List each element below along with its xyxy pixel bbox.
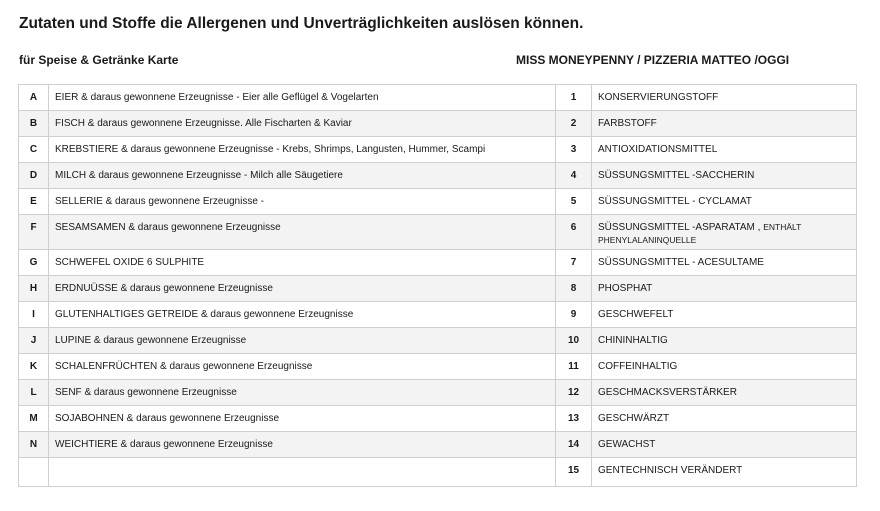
additive-description: KONSERVIERUNGSTOFF bbox=[592, 85, 857, 111]
additive-key: 8 bbox=[556, 276, 592, 302]
table-row bbox=[19, 250, 857, 276]
allergen-key: D bbox=[19, 163, 49, 189]
additive-key: 13 bbox=[556, 406, 592, 432]
additive-description: CHININHALTIG bbox=[592, 328, 857, 354]
additive-key: 7 bbox=[556, 250, 592, 276]
allergen-description: SESAMSAMEN & daraus gewonnene Erzeugnisse bbox=[49, 215, 556, 250]
allergen-description: LUPINE & daraus gewonnene Erzeugnisse bbox=[49, 328, 556, 354]
additive-description: GEWACHST bbox=[592, 432, 857, 458]
additive-description: SÜSSUNGSMITTEL - CYCLAMAT bbox=[592, 189, 857, 215]
allergen-description: GLUTENHALTIGES GETREIDE & daraus gewonnene Erzeugnisse bbox=[49, 302, 556, 328]
allergen-description: MILCH & daraus gewonnene Erzeugnisse - Milch alle Säugetiere bbox=[49, 163, 556, 189]
additive-key: 1 bbox=[556, 85, 592, 111]
table-row bbox=[19, 328, 857, 354]
additive-description: GESCHMACKSVERSTÄRKER bbox=[592, 380, 857, 406]
allergen-description: ERDNUÜSSE & daraus gewonnene Erzeugnisse bbox=[49, 276, 556, 302]
table-row bbox=[19, 354, 857, 380]
additive-description: GESCHWEFELT bbox=[592, 302, 857, 328]
allergen-description: KREBSTIERE & daraus gewonnene Erzeugnisse - Krebs, Shrimps, Langusten, Hummer, Scampi bbox=[49, 137, 556, 163]
table-row bbox=[19, 137, 857, 163]
table-row bbox=[19, 163, 857, 189]
additive-key: 10 bbox=[556, 328, 592, 354]
allergen-key: L bbox=[19, 380, 49, 406]
additive-extra: ENTHÄLT bbox=[763, 222, 802, 232]
allergen-description: WEICHTIERE & daraus gewonnene Erzeugnisse bbox=[49, 432, 556, 458]
allergen-description: SOJABOHNEN & daraus gewonnene Erzeugnisse bbox=[49, 406, 556, 432]
allergen-key: H bbox=[19, 276, 49, 302]
page-title: Zutaten und Stoffe die Allergenen und Unverträglichkeiten auslösen können. bbox=[19, 15, 584, 32]
allergen-key: B bbox=[19, 111, 49, 137]
allergen-description: SELLERIE & daraus gewonnene Erzeugnisse - bbox=[49, 189, 556, 215]
additive-description: FARBSTOFF bbox=[592, 111, 857, 137]
table-row bbox=[19, 111, 857, 137]
allergen-key: G bbox=[19, 250, 49, 276]
table-row bbox=[19, 458, 857, 487]
restaurant-names: MISS MONEYPENNY / PIZZERIA MATTEO /OGGI bbox=[516, 53, 790, 67]
table-row bbox=[19, 276, 857, 302]
additive-key: 14 bbox=[556, 432, 592, 458]
additive-description bbox=[592, 215, 857, 250]
table-row bbox=[19, 215, 857, 250]
additive-key: 12 bbox=[556, 380, 592, 406]
allergen-key: K bbox=[19, 354, 49, 380]
allergen-key: C bbox=[19, 137, 49, 163]
allergen-description: SCHWEFEL OXIDE 6 SULPHITE bbox=[49, 250, 556, 276]
allergen-description: EIER & daraus gewonnene Erzeugnisse - Eier alle Geflügel & Vogelarten bbox=[49, 85, 556, 111]
additive-line2: PHENYLALANINQUELLE bbox=[598, 235, 697, 245]
additive-key: 15 bbox=[556, 458, 592, 487]
additive-description: SÜSSUNGSMITTEL -SACCHERIN bbox=[592, 163, 857, 189]
additive-description: GESCHWÄRZT bbox=[592, 406, 857, 432]
allergen-description: FISCH & daraus gewonnene Erzeugnisse. Alle Fischarten & Kaviar bbox=[49, 111, 556, 137]
table-row bbox=[19, 380, 857, 406]
additive-text: SÜSSUNGSMITTEL -ASPARATAM , bbox=[598, 222, 761, 233]
allergen-key: E bbox=[19, 189, 49, 215]
additive-key: 2 bbox=[556, 111, 592, 137]
table-row bbox=[19, 406, 857, 432]
allergen-key: J bbox=[19, 328, 49, 354]
additive-description: GENTECHNISCH VERÄNDERT bbox=[592, 458, 857, 487]
table-row bbox=[19, 302, 857, 328]
allergen-key: F bbox=[19, 215, 49, 250]
additive-key: 4 bbox=[556, 163, 592, 189]
additive-key: 11 bbox=[556, 354, 592, 380]
additive-description: SÜSSUNGSMITTEL - ACESULTAME bbox=[592, 250, 857, 276]
table-row bbox=[19, 189, 857, 215]
allergen-key bbox=[19, 458, 49, 487]
additive-description: COFFEINHALTIG bbox=[592, 354, 857, 380]
allergen-key: A bbox=[19, 85, 49, 111]
additive-key: 3 bbox=[556, 137, 592, 163]
additive-key: 5 bbox=[556, 189, 592, 215]
table-row bbox=[19, 432, 857, 458]
allergen-key: M bbox=[19, 406, 49, 432]
additive-description: PHOSPHAT bbox=[592, 276, 857, 302]
allergen-key: N bbox=[19, 432, 49, 458]
allergen-key: I bbox=[19, 302, 49, 328]
additive-key: 6 bbox=[556, 215, 592, 250]
additive-description: ANTIOXIDATIONSMITTEL bbox=[592, 137, 857, 163]
allergen-description: SENF & daraus gewonnene Erzeugnisse bbox=[49, 380, 556, 406]
menu-subtitle: für Speise & Getränke Karte bbox=[19, 53, 179, 67]
allergen-description: SCHALENFRÜCHTEN & daraus gewonnene Erzeugnisse bbox=[49, 354, 556, 380]
table-row bbox=[19, 85, 857, 111]
allergen-description bbox=[49, 458, 556, 487]
additive-key: 9 bbox=[556, 302, 592, 328]
allergen-additive-table bbox=[18, 84, 857, 487]
